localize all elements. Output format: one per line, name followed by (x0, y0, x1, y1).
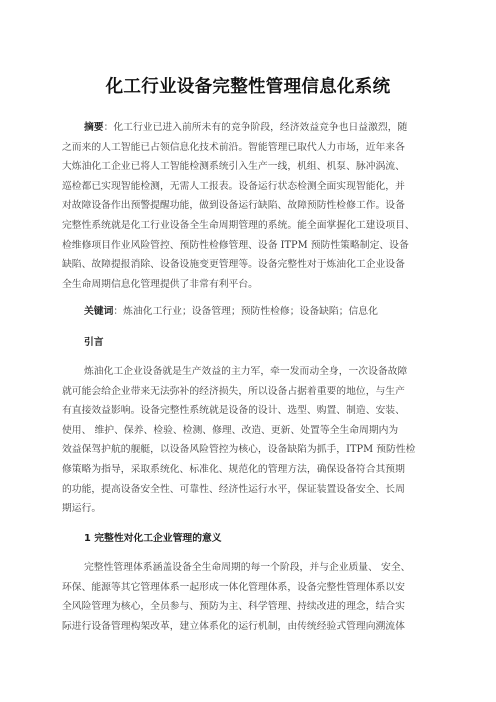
abstract-line: 巡检都已实现智能检测，无需人工报表。设备运行状态检测全面实现智能化，并 (62, 180, 405, 192)
section1-line: 际进行设备管理构架改革，建立体系化的运行机制，由传统经验式管理向溯流体 (62, 620, 405, 632)
abstract-line: 全生命周期信息化管理提供了非常有利平台。 (62, 278, 258, 290)
abstract-line: 对故障设备作出预警提醒功能，做到设备运行缺陷、故障预防性检修工作。设备 (62, 200, 405, 212)
intro-section (62, 362, 440, 519)
intro-line: 有直接效益影响。设备完整性系统就是设备的设计、选型、购置、制造、安装、 (62, 405, 405, 417)
intro-line: 的功能，提高设备安全性、可靠性、经济性运行水平，保证装置设备安全、长周 (62, 483, 405, 495)
keywords-label: 关键词 (84, 306, 114, 317)
abstract-label: 摘要 (84, 122, 104, 133)
section1-line: 环保、能源等其它管理体系一起形成一体化管理体系，设备完整性管理体系以安 (62, 581, 405, 593)
section1-line: 完整性管理体系涵盖设备全生命周期的每一个阶段，并与企业质量、 安全、 (84, 562, 411, 573)
intro-line: 效益保驾护航的舰艇，以设备风险管控为核心，设备缺陷为抓手，ITPM 预防性检 (62, 444, 416, 456)
intro-line: 炼油化工企业设备就是生产效益的主力军，牵一发而动全身，一次设备故障 (84, 366, 408, 377)
keywords-section (62, 302, 440, 322)
intro-heading: 引言 (84, 337, 104, 348)
abstract-line: 完整性系统就是化工行业设备全生命周期管理的系统。能全面掌握化工建设项目、 (62, 219, 415, 231)
document-title: 化工行业设备完整性管理信息化系统 (105, 77, 391, 97)
section1-heading: 1 完整性对化工企业管理的意义 (84, 533, 222, 544)
abstract-line: 缺陷、故障提报消除、设备设施变更管理等。设备完整性对于炼油化工企业设备 (62, 259, 405, 271)
intro-line: 期运行。 (62, 503, 102, 515)
keywords-line (62, 302, 440, 322)
section1-body (62, 558, 440, 636)
intro-line: 使用、 维护、保养、检验、检测、修理、改造、更新、处置等全生命周期内为 (62, 424, 399, 436)
abstract-line: 摘要：化工行业已进入前所未有的竞争阶段，经济效益竞争也日益激烈，随 (84, 122, 408, 133)
abstract-line: 检维修项目作业风险管控、预防性检修管理、设备 ITPM 预防性策略制定、设备 (62, 239, 409, 251)
abstract-line: 大炼油化工企业已将人工智能检测系统引入生产一线，机组、机泵、脉冲涡流、 (62, 161, 405, 173)
section1-line: 全风险管理为核心，全员参与、预防为主、科学管理、持续改进的理念，结合实 (62, 601, 405, 613)
intro-line: 就可能会给企业带来无法弥补的经济损失，所以设备占据着重要的地位，与生产 (62, 385, 405, 397)
abstract-section (62, 118, 440, 294)
intro-line: 修策略为指导，采取系统化、标准化、规范化的管理方法，确保设备符合其预期 (62, 463, 405, 475)
abstract-line: 之而来的人工智能已占领信息化技术前沿。智能管理已取代人力市场，近年来各 (62, 141, 405, 153)
keywords-text: ：炼油化工行业；设备管理；预防性检修；设备缺陷；信息化 (113, 306, 378, 317)
